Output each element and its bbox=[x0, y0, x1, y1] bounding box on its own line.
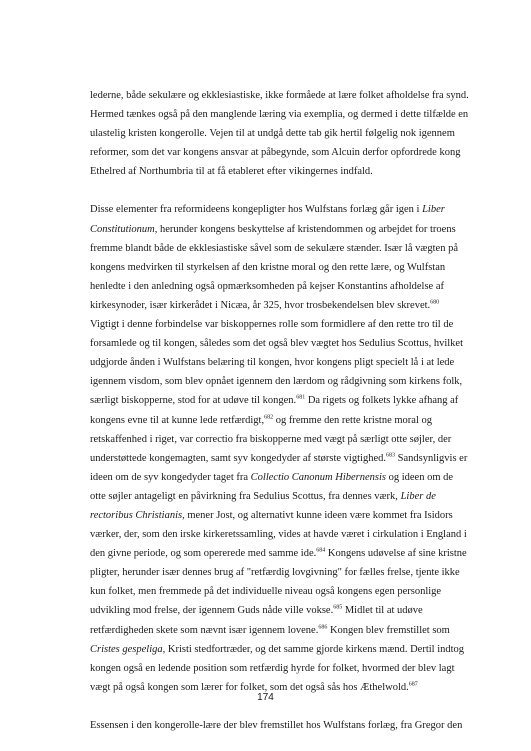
text-run: Kongen blev fremstillet som bbox=[327, 624, 450, 636]
footnote-marker: 684 bbox=[316, 547, 326, 554]
footnote-marker: 687 bbox=[408, 681, 418, 688]
text-run: Vigtigt i denne forbindelse var biskoppernes rolle som formidlere af den rette tro til de forsamlede og til kongen, således som det også blev vægtet hos Sedulius Scottus, hvilket udgjorde ånden i Wulfstans belæring til kongen, hvor kongens pligt specielt lå i at lede igennem visdom, som blev opnået igennem den lærdom og rådgivning som kirkens folk, særligt biskopperne, stod for at udøve til kongen. bbox=[90, 319, 463, 407]
footnote-marker: 680 bbox=[430, 299, 440, 306]
text-run: Sandsynligvis er ideen om de syv kongedyder taget fra bbox=[90, 452, 468, 483]
text-run: Midlet til at udøve retfærdigheden skete som nævnt især igennem lovene. bbox=[90, 605, 423, 636]
italic-title: Cristes gespeliga, bbox=[90, 643, 166, 655]
text-run: mener Jost, og alternativt kunne ideen være kommet fra Isidors værker, der, som den irske kirkeretssamling, vides at havde været i cirkulation i England i den givne periode, og som opererede med samme ide. bbox=[90, 509, 467, 560]
paragraph-2 bbox=[90, 200, 470, 696]
italic-title: Collectio Canonum Hibernensis bbox=[250, 471, 386, 483]
text-run: og ideen om de otte søjler antageligt en påvirkning fra Sedulius Scottus, fra dennes værk, bbox=[90, 471, 454, 502]
text-run: Kristi stedfortræder, og det samme gjorde kirkens mænd. Dertil indtog kongen også en ledende position som retfærdig hyrde for folket, hvormed der blev lagt vægt på også kongen som lærer for folket, som det også sås hos Æthelwold. bbox=[90, 643, 465, 693]
italic-title: Liber de rectoribus Christianis, bbox=[90, 490, 436, 521]
text-run: herunder kongens beskyttelse af kristendommen og arbejdet for troens fremme blandt både de ekklesiastiske såvel som de sekulære stænder. Især lå vægten på kongens medvirken til styrkelsen af den kristne moral og den rette lære, og Wulfstan henledte i den anledning også opmærksomheden på kejser Konstantins afholdelse af kirkesynoder, især kirkerådet i Nicæa, år 325, hvor trosbekendelsen blev skrevet. bbox=[90, 223, 458, 311]
paragraph-3 bbox=[90, 716, 470, 735]
footnote-marker: 682 bbox=[264, 414, 274, 420]
paragraph-1 bbox=[90, 86, 470, 181]
text-run: Da rigets og folkets lykke afhang af kongens evne til at kunne lede retfærdigt, bbox=[90, 395, 459, 426]
text-run: Disse elementer fra reformideens kongepligter hos Wulfstans forlæg går igen i bbox=[90, 204, 423, 216]
footnote-marker: 683 bbox=[385, 452, 395, 459]
text-run: Essensen i den kongerolle-lære der blev fremstillet hos Wulfstans forlæg, fra Gregor den bbox=[90, 719, 463, 731]
italic-title: Liber Constitutionum, bbox=[90, 204, 445, 235]
text-run: lederne, både sekulære og ekklesiastiske, ikke formåede at lære folket afholdelse fra synd. Hermed tænkes også på den manglende læring via exemplia, og dermed i dette tilfælde en ulastelig kristen kongerolle. Vejen til at undgå dette tab gik hertil følgelig nok igennem reformer, som det var kongens ansvar at påbegynde, som Alcuin derfor opfordrede kong Ethelred af Northumbria til at få etableret efter vikingernes indfald. bbox=[90, 90, 469, 178]
footnote-marker: 681 bbox=[296, 394, 306, 401]
text-run: og fremme den rette kristne moral og retskaffenhed i riget, var correctio fra biskopperne med vægt på særligt otte søjler, der understøttede kongemagten, samt syv kongedyder af største vigtighed. bbox=[90, 414, 452, 464]
body-text bbox=[90, 86, 470, 735]
paragraph-spacer bbox=[90, 181, 470, 200]
footnote-marker: 686 bbox=[318, 624, 328, 631]
page-number: 174 bbox=[257, 692, 274, 703]
text-run: Kongens udøvelse af sine kristne pligter, herunder især dennes brug af "retfærdig lovgivning" for fælles frelse, tjente ikke kun folket, men fremmede på det individuelle niveau også kongens egen personlige udvikling mod frelse, der igennem Guds nåde ville vokse. bbox=[90, 548, 467, 617]
footnote-marker: 685 bbox=[333, 604, 343, 611]
